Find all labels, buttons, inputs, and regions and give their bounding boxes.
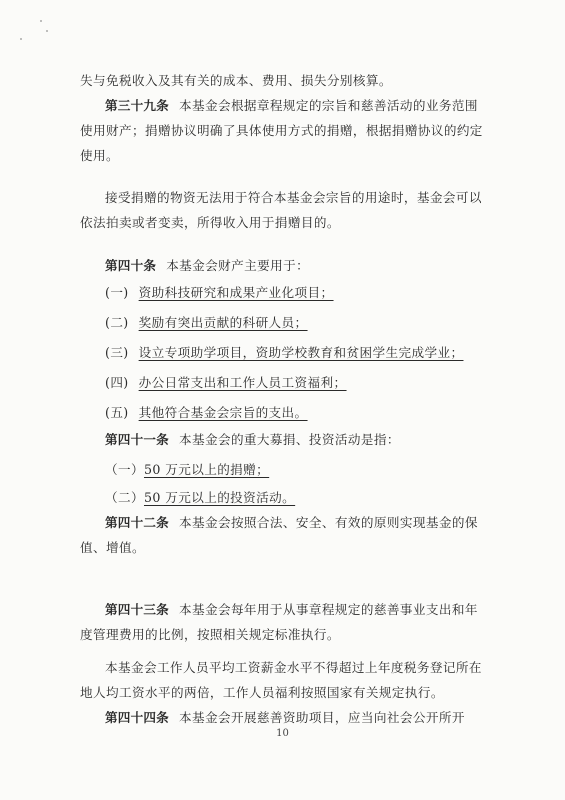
item-text: 设立专项助学项目，资助学校教育和贫困学生完成学业； [138,345,464,360]
article-43 [80,597,485,647]
item-text: 50 万元以上的捐赠； [143,462,270,477]
scan-speck [40,20,42,22]
article-40-item-3 [105,343,463,363]
paragraph-donation-materials: 接受捐赠的物资无法用于符合本基金会宗旨的用途时，基金会可以依法拍卖或者变卖，所得收入用于捐赠目的。 [80,190,482,230]
item-text: 资助科技研究和成果产业化项目； [138,285,334,300]
item-number: (二) [105,315,129,330]
article-39-heading: 第三十九条 [105,98,169,113]
item-number: (三) [105,345,129,360]
page-number: 10 [276,728,289,739]
item-number: (五) [105,405,129,420]
article-41 [80,427,485,452]
item-text: 奖励有突出贡献的科研人员； [138,315,308,330]
article-40-item-5 [105,403,308,423]
scan-speck [46,30,48,32]
article-44 [80,705,485,730]
article-44-heading: 第四十四条 [105,710,169,725]
item-number: (一) [105,285,129,300]
item-number: (四) [105,375,129,390]
article-39-body: 本基金会根据章程规定的宗旨和慈善活动的业务范围使用财产；捐赠协议明确了具体使用方式的捐赠，根据捐赠协议的约定使用。 [80,98,483,163]
item-text: 办公日常支出和工作人员工资福利； [138,375,347,390]
article-41-body: 本基金会的重大募捐、投资活动是指： [178,432,400,447]
scan-speck [20,38,22,40]
article-42-heading: 第四十二条 [105,515,169,530]
article-39 [80,93,485,168]
article-40-item-1 [105,283,334,303]
article-40-item-4 [105,373,347,393]
item-text: 50 万元以上的投资活动。 [143,490,296,505]
article-41-heading: 第四十一条 [105,432,169,447]
article-43-body: 本基金会每年用于从事章程规定的慈善事业支出和年度管理费用的比例，按照相关规定标准执行。 [80,602,478,642]
item-number: （二） [105,490,144,505]
item-number: （一） [105,462,144,477]
item-text: 其他符合基金会宗旨的支出。 [138,405,308,420]
article-44-body: 本基金会开展慈善资助项目，应当向社会公开所开 [178,710,465,725]
article-42-body: 本基金会按照合法、安全、有效的原则实现基金的保值、增值。 [80,515,478,555]
article-43-heading: 第四十三条 [105,602,169,617]
article-41-item-1 [105,460,269,480]
paragraph-continuation: 失与免税收入及其有关的成本、费用、损失分别核算。 [80,73,392,88]
article-41-item-2 [105,488,295,508]
paragraph-salary: 本基金会工作人员平均工资薪金水平不得超过上年度税务登记所在地人均工资水平的两倍，工作人员福利按照国家有关规定执行。 [80,660,482,700]
article-40-body: 本基金会财产主要用于： [166,258,310,273]
article-40-heading: 第四十条 [105,258,157,273]
article-40 [80,253,485,278]
article-40-item-2 [105,313,308,333]
article-42 [80,510,485,560]
